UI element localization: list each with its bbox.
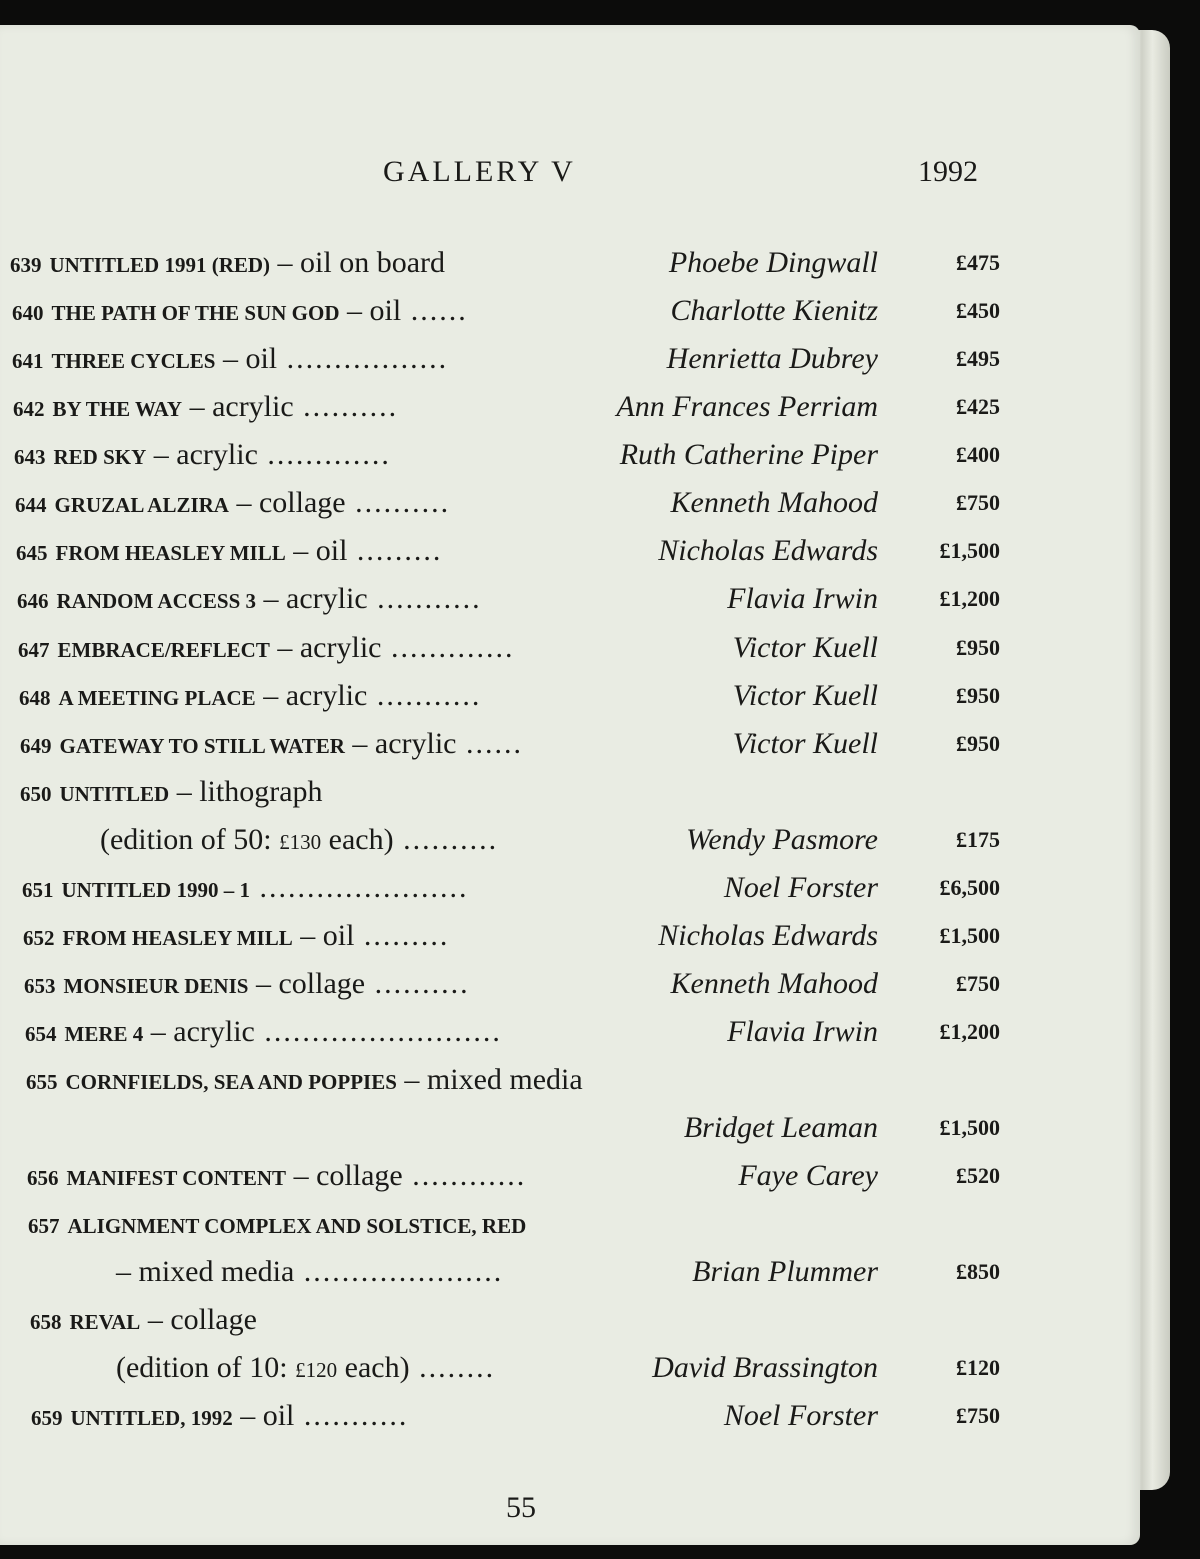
leader-dots: ................. xyxy=(277,342,449,375)
catalogue-entry xyxy=(13,387,1000,427)
artist-name: Noel Forster xyxy=(723,871,878,904)
catalogue-entry xyxy=(17,579,1000,619)
entry-number: 647 xyxy=(18,638,50,662)
entry-number: 650 xyxy=(20,782,52,806)
entry-price: £495 xyxy=(956,346,1000,371)
entry-number: 649 xyxy=(20,734,52,758)
artist-name: Victor Kuell xyxy=(732,727,878,760)
entry-continuation: (edition of 10: xyxy=(116,1351,296,1384)
catalogue-entry xyxy=(20,724,1000,764)
catalogue-entry xyxy=(20,772,1000,812)
artist-name: David Brassington xyxy=(652,1351,878,1384)
leader-dots: ........ xyxy=(409,1351,496,1384)
catalogue-entry xyxy=(28,1204,1000,1244)
edition-price: £120 xyxy=(295,1358,338,1382)
artist-name: Nicholas Edwards xyxy=(658,534,878,567)
catalogue-entry xyxy=(116,1252,1000,1292)
leader-dots: ...................... xyxy=(249,871,469,904)
entry-medium: – oil xyxy=(215,342,278,375)
entry-price: £750 xyxy=(956,971,1000,996)
entry-medium: – oil xyxy=(292,919,355,952)
entry-title: FROM HEASLEY MILL xyxy=(62,926,293,950)
artist-name: Phoebe Dingwall xyxy=(668,246,878,279)
entry-number: 639 xyxy=(10,253,42,277)
entry-title: THE PATH OF THE SUN GOD xyxy=(51,301,340,325)
entry-number: 656 xyxy=(27,1166,59,1190)
entry-medium: – acrylic xyxy=(143,1015,255,1048)
artist-name: Kenneth Mahood xyxy=(670,486,878,519)
catalogue-year: 1992 xyxy=(918,155,978,188)
entry-medium: – mixed media xyxy=(396,1063,583,1096)
catalogue-entry xyxy=(26,1108,1000,1148)
leader-dots: ......... xyxy=(354,919,450,952)
entry-title: MANIFEST CONTENT xyxy=(66,1166,287,1190)
entry-price: £950 xyxy=(956,635,1000,660)
leader-dots: .......... xyxy=(393,823,499,856)
entry-price: £950 xyxy=(956,683,1000,708)
entry-price: £1,500 xyxy=(939,923,1000,948)
artist-name: Flavia Irwin xyxy=(727,1015,878,1048)
edition-price: £130 xyxy=(279,830,322,854)
entry-number: 652 xyxy=(23,926,55,950)
artist-name: Flavia Irwin xyxy=(727,582,878,615)
catalogue-entry xyxy=(16,531,1000,571)
catalogue-entry xyxy=(19,676,1000,716)
entry-number: 641 xyxy=(12,349,44,373)
entry-title: BY THE WAY xyxy=(52,397,183,421)
artist-name: Victor Kuell xyxy=(732,631,878,664)
catalogue-entry xyxy=(22,868,1000,908)
catalogue-entry xyxy=(27,1156,1000,1196)
entry-title: REVAL xyxy=(69,1310,141,1334)
catalogue-entry xyxy=(25,1012,1000,1052)
catalogue-entry xyxy=(24,964,1000,1004)
artist-name: Charlotte Kienitz xyxy=(670,294,878,327)
entry-title: UNTITLED, 1992 xyxy=(70,1406,233,1430)
catalogue-entry xyxy=(12,291,1000,331)
entry-price: £1,500 xyxy=(939,1115,1000,1140)
catalogue-entry xyxy=(10,243,1000,283)
entry-title: RANDOM ACCESS 3 xyxy=(56,589,257,613)
entry-price: £1,200 xyxy=(939,1019,1000,1044)
artist-name: Brian Plummer xyxy=(692,1255,878,1288)
entry-continuation: each) xyxy=(337,1351,410,1384)
entry-price: £6,500 xyxy=(939,875,1000,900)
entry-medium: – collage xyxy=(228,486,346,519)
leader-dots: ........... xyxy=(367,582,482,615)
entry-number: 646 xyxy=(17,589,49,613)
leader-dots: .......... xyxy=(293,390,399,423)
leader-dots: ............. xyxy=(257,438,391,471)
entry-number: 645 xyxy=(16,541,48,565)
entry-price: £950 xyxy=(956,731,1000,756)
leader-dots: ............ xyxy=(402,1159,527,1192)
entry-title: FROM HEASLEY MILL xyxy=(55,541,286,565)
artist-name: Kenneth Mahood xyxy=(670,967,878,1000)
entry-medium: – collage xyxy=(140,1303,257,1336)
entry-medium: – oil on board xyxy=(270,246,446,279)
entry-number: 648 xyxy=(19,686,51,710)
artist-name: Nicholas Edwards xyxy=(658,919,878,952)
entry-number: 657 xyxy=(28,1214,60,1238)
artist-name: Henrietta Dubrey xyxy=(666,342,878,375)
entry-title: MONSIEUR DENIS xyxy=(63,974,249,998)
entry-medium: – acrylic xyxy=(146,438,258,471)
entry-title: UNTITLED 1991 (RED) xyxy=(49,253,271,277)
entry-price: £750 xyxy=(956,1403,1000,1428)
catalogue-entry xyxy=(23,916,1000,956)
entry-title: MERE 4 xyxy=(64,1022,144,1046)
entry-medium: – acrylic xyxy=(255,679,368,712)
entry-number: 654 xyxy=(25,1022,57,1046)
entry-number: 644 xyxy=(15,493,47,517)
entry-title: CORNFIELDS, SEA AND POPPIES xyxy=(65,1070,397,1094)
entry-number: 653 xyxy=(24,974,56,998)
catalogue-page xyxy=(0,25,1140,1545)
entry-medium: – acrylic xyxy=(182,390,294,423)
entry-medium: – acrylic xyxy=(344,727,457,760)
entry-title: THREE CYCLES xyxy=(51,349,216,373)
entry-title: EMBRACE/REFLECT xyxy=(57,638,270,662)
entry-medium: – collage xyxy=(286,1159,403,1192)
entry-continuation: (edition of 50: xyxy=(100,823,280,856)
entry-medium: – collage xyxy=(248,967,366,1000)
leader-dots: ..................... xyxy=(294,1255,504,1288)
entry-price: £520 xyxy=(956,1163,1000,1188)
leader-dots: ......... xyxy=(347,534,443,567)
artist-name: Ruth Catherine Piper xyxy=(619,438,878,471)
artist-name: Bridget Leaman xyxy=(683,1111,878,1144)
entry-medium: – oil xyxy=(339,294,402,327)
entry-price: £850 xyxy=(956,1259,1000,1284)
artist-name: Victor Kuell xyxy=(732,679,878,712)
entry-price: £120 xyxy=(956,1355,1000,1380)
entry-price: £1,200 xyxy=(939,586,1000,611)
entry-title: RED SKY xyxy=(53,445,147,469)
entry-title: GRUZAL ALZIRA xyxy=(54,493,229,517)
entry-number: 642 xyxy=(13,397,45,421)
catalogue-entry xyxy=(100,820,1000,860)
catalogue-entry xyxy=(26,1060,1000,1100)
catalogue-entry xyxy=(31,1396,1000,1436)
entry-medium: – acrylic xyxy=(269,631,382,664)
entry-continuation: each) xyxy=(321,823,394,856)
entry-price: £450 xyxy=(956,298,1000,323)
leader-dots: ...... xyxy=(401,294,468,327)
leader-dots: ............. xyxy=(381,631,515,664)
entry-title: A MEETING PLACE xyxy=(58,686,256,710)
leader-dots: .......... xyxy=(345,486,451,519)
artist-name: Faye Carey xyxy=(738,1159,878,1192)
artist-name: Ann Frances Perriam xyxy=(616,390,878,423)
entry-continuation: – mixed media xyxy=(116,1255,295,1288)
page-number: 55 xyxy=(506,1491,536,1524)
entry-number: 640 xyxy=(12,301,44,325)
entry-price: £400 xyxy=(956,442,1000,467)
entry-number: 658 xyxy=(30,1310,62,1334)
entry-medium: – acrylic xyxy=(256,582,368,615)
entry-title: UNTITLED 1990 – 1 xyxy=(61,878,250,902)
artist-name: Wendy Pasmore xyxy=(686,823,878,856)
leader-dots: ........... xyxy=(294,1399,409,1432)
leader-dots: ........... xyxy=(367,679,482,712)
entry-number: 651 xyxy=(22,878,54,902)
artist-name: Noel Forster xyxy=(723,1399,878,1432)
entry-medium: – oil xyxy=(285,534,348,567)
entry-price: £1,500 xyxy=(939,538,1000,563)
catalogue-entry xyxy=(14,435,1000,475)
catalogue-entry xyxy=(30,1300,1000,1340)
entry-number: 655 xyxy=(26,1070,58,1094)
leader-dots: ......................... xyxy=(254,1015,502,1048)
catalogue-entry xyxy=(18,628,1000,668)
leader-dots: ...... xyxy=(456,727,523,760)
entry-number: 659 xyxy=(31,1406,63,1430)
entry-title: UNTITLED xyxy=(59,782,170,806)
entry-title: ALIGNMENT COMPLEX AND SOLSTICE, RED xyxy=(67,1214,527,1238)
catalogue-entry xyxy=(12,339,1000,379)
entry-price: £175 xyxy=(956,827,1000,852)
entry-price: £425 xyxy=(956,394,1000,419)
entry-medium: – oil xyxy=(232,1399,295,1432)
entry-medium: – lithograph xyxy=(169,775,323,808)
leader-dots: .......... xyxy=(365,967,470,1000)
catalogue-entry xyxy=(116,1348,1000,1388)
entry-number: 643 xyxy=(14,445,46,469)
catalogue-entry xyxy=(15,483,1000,523)
entry-price: £475 xyxy=(956,250,1000,275)
entry-price: £750 xyxy=(956,490,1000,515)
running-head xyxy=(0,155,1140,195)
entry-title: GATEWAY TO STILL WATER xyxy=(59,734,345,758)
gallery-title: GALLERY V xyxy=(383,155,576,188)
